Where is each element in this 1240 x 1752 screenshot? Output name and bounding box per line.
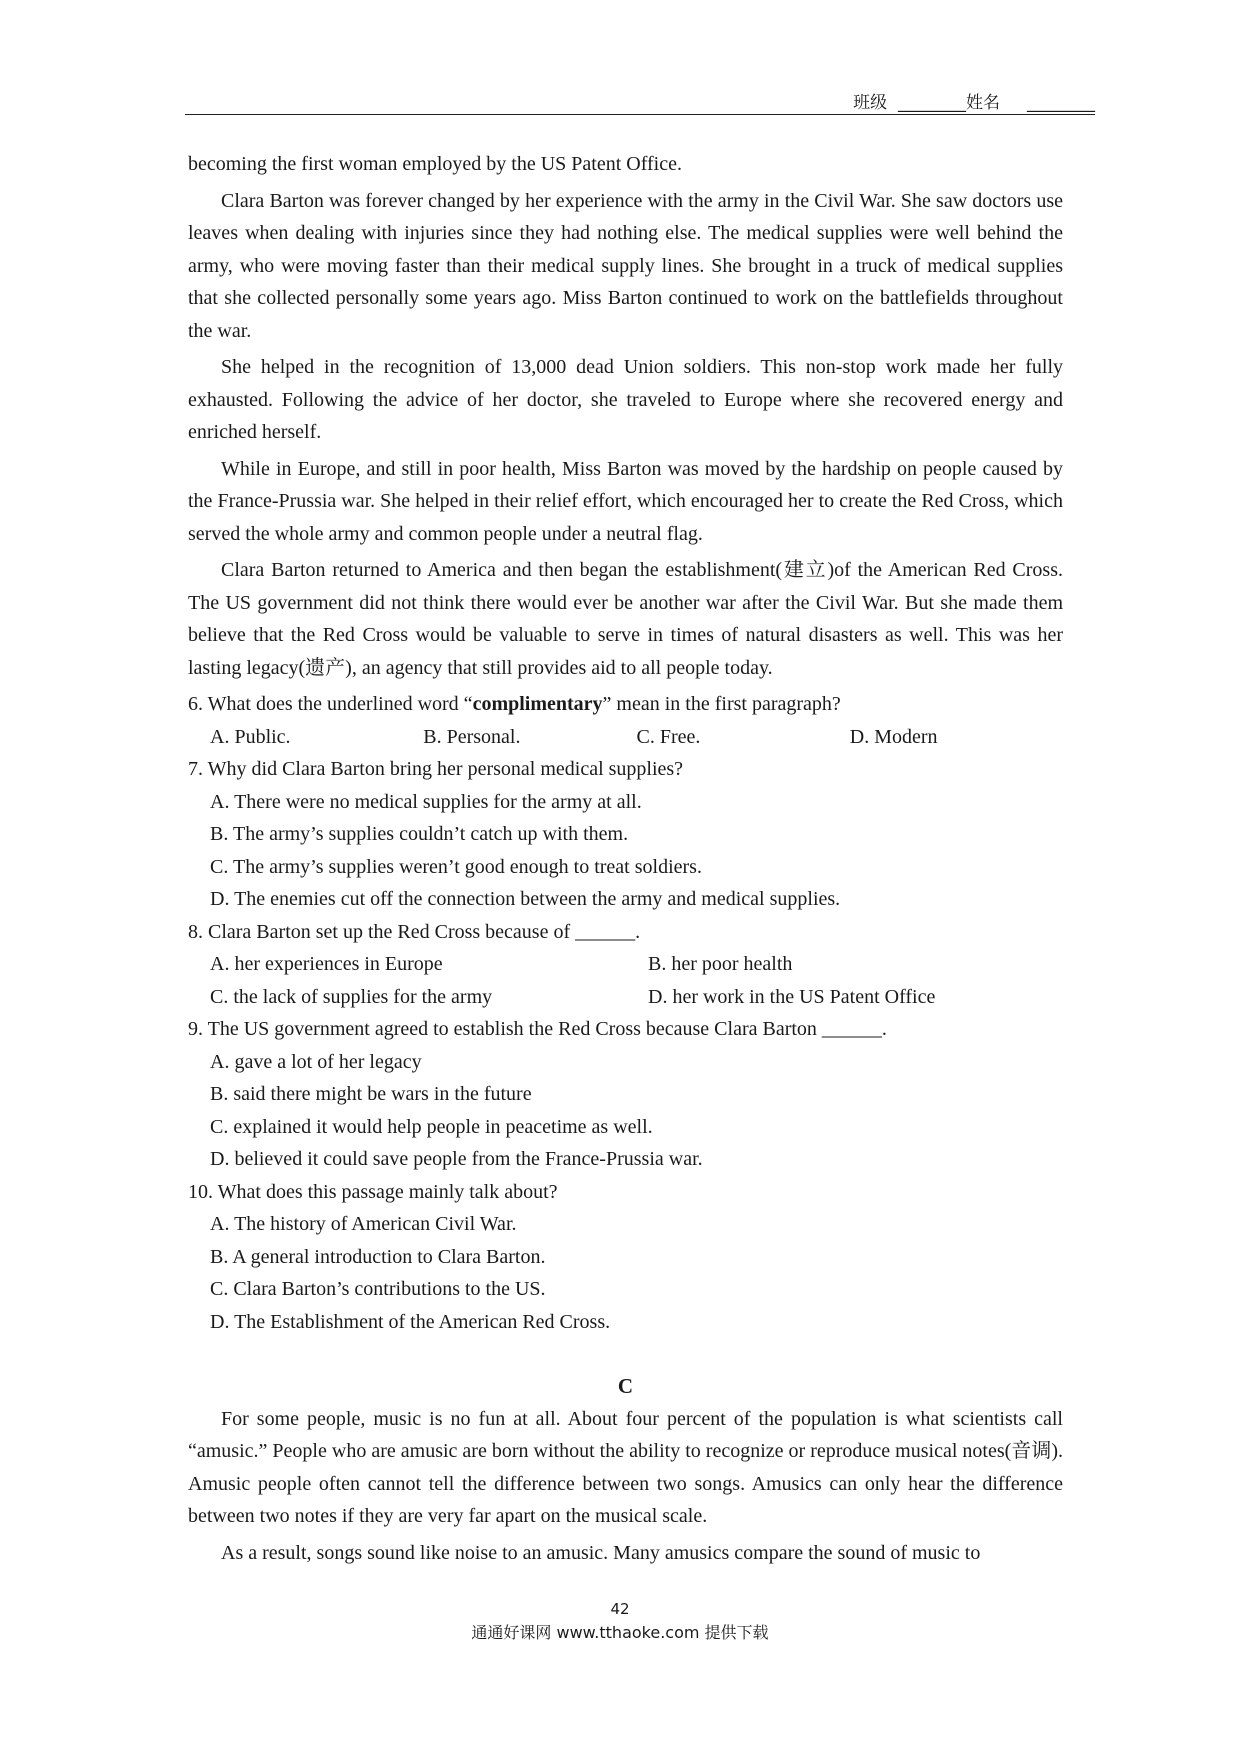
page-content — [188, 148, 1063, 1573]
option-d: D. The enemies cut off the connection between the army and medical supplies. — [210, 888, 841, 910]
passage-c-paragraph-1: For some people, music is no fun at all. About four percent of the population is what scientists call “amusic.” People who are amusic are born without the ability to recognize or reproduce musical notes(音调). Amusic people often cannot tell the difference between two songs. Amusics can only hear the difference between two notes if they are very far apart on the musical scale. — [188, 1407, 1063, 1527]
question-6-options — [188, 721, 1063, 754]
option-d: D. believed it could save people from the France-Prussia war. — [210, 1148, 703, 1170]
question-10-stem: 10. What does this passage mainly talk about? — [188, 1180, 558, 1203]
option-d: D. The Establishment of the American Red Cross. — [210, 1310, 611, 1333]
option-c: C. the lack of supplies for the army — [210, 985, 493, 1008]
section-c-heading: C — [617, 1374, 634, 1398]
question-6-stem — [188, 688, 1063, 721]
page-number: 42 — [610, 1600, 630, 1618]
question-9-stem: 9. The US government agreed to establish the Red Cross because Clara Barton ______. — [188, 1018, 887, 1040]
question-7 — [188, 753, 1063, 916]
option-d: D. Modern — [849, 725, 938, 748]
option-b: B. her poor health — [648, 953, 793, 975]
passage-b-paragraph-4: While in Europe, and still in poor health, Miss Barton was moved by the hardship on people caused by the France-Prussia war. She helped in their relief effort, which encouraged her to create the Red Cross, which served the whole army and common people under a neutral flag. — [188, 457, 1063, 545]
question-10 — [188, 1176, 1063, 1339]
option-b: B. said there might be wars in the future — [210, 1083, 532, 1105]
passage-b-paragraph-1: becoming the first woman employed by the US Patent Office. — [188, 153, 682, 175]
question-7-stem: 7. Why did Clara Barton bring her personal medical supplies? — [188, 758, 684, 780]
option-c: C. Clara Barton’s contributions to the US. — [210, 1278, 546, 1300]
option-d: D. her work in the US Patent Office — [648, 985, 936, 1008]
question-6-prefix: 6. What does the underlined word “ — [188, 693, 473, 715]
question-6 — [188, 688, 1063, 753]
question-8 — [188, 916, 1063, 1014]
question-6-suffix: ” mean in the first paragraph? — [602, 693, 841, 715]
option-a: A. her experiences in Europe — [210, 953, 443, 975]
passage-b-paragraph-2: Clara Barton was forever changed by her experience with the army in the Civil War. She saw doctors use leaves when dealing with injuries since they had nothing else. The medical supplies were well behind the army, who were moving faster than their medical supply lines. She brought in a truck of medical supplies that she collected personally some years ago. Miss Barton continued to work on the battlefields throughout the war. — [188, 189, 1063, 342]
option-c: C. explained it would help people in peacetime as well. — [210, 1115, 653, 1138]
option-b: B. A general introduction to Clara Barton. — [210, 1245, 546, 1268]
class-name-fields: 班级 ________姓名 ________ — [853, 93, 1095, 113]
question-8-stem: 8. Clara Barton set up the Red Cross because of ______. — [188, 920, 641, 943]
passage-b-paragraph-5: Clara Barton returned to America and then began the establishment(建立)of the American Red Cross. The US government did not think there would ever be another war after the Civil War. But she made them believe that the Red Cross would be valuable to serve in times of natural disasters as well. This was her lasting legacy(遗产), an agency that still provides aid to all people today. — [188, 559, 1063, 679]
option-a: A. Public. — [210, 725, 291, 748]
passage-c-paragraph-2: As a result, songs sound like noise to an amusic. Many amusics compare the sound of music to — [221, 1541, 981, 1564]
passage-b-paragraph-3: She helped in the recognition of 13,000 dead Union soldiers. This non-stop work made her fully exhausted. Following the advice of her doctor, she traveled to Europe where she recovered energy and enriched herself. — [188, 356, 1063, 443]
option-a: A. The history of American Civil War. — [210, 1213, 517, 1235]
option-b: B. The army’s supplies couldn’t catch up with them. — [210, 823, 629, 845]
question-9 — [188, 1013, 1063, 1176]
page-footer — [0, 1598, 1240, 1646]
option-a: A. gave a lot of her legacy — [210, 1050, 422, 1073]
option-a: A. There were no medical supplies for the army at all. — [210, 790, 642, 813]
option-b: B. Personal. — [423, 725, 521, 748]
download-source-note: 通通好课网 www.tthaoke.com 提供下载 — [471, 1623, 769, 1642]
question-6-keyword: complimentary — [472, 693, 603, 715]
page-header — [185, 86, 1095, 115]
option-c: C. Free. — [636, 725, 701, 748]
option-c: C. The army’s supplies weren’t good enough to treat soldiers. — [210, 855, 702, 878]
question-8-options — [188, 948, 1063, 1013]
